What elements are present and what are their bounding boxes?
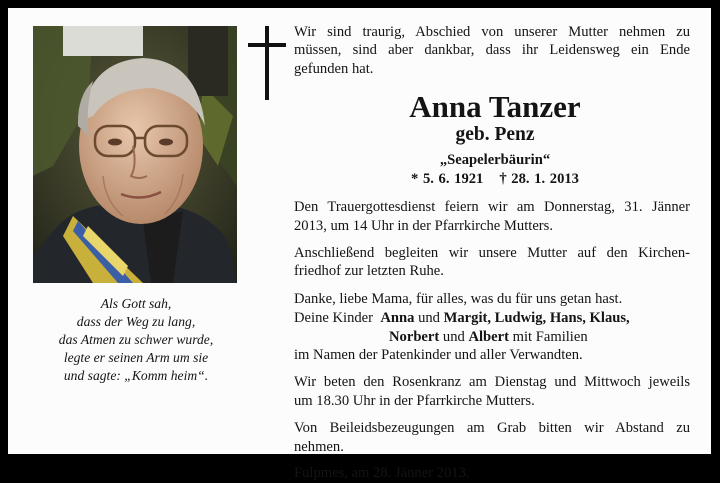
poem-line: dass der Weg zu lang, [76,314,196,329]
burial-line: friedhof zur letzten Ruhe. [294,263,444,280]
life-dates [300,170,690,188]
child-name: Norbert [389,328,440,345]
condolence-paragraph [294,419,690,456]
poem-line: und sagte: „Komm heim“. [63,368,209,383]
thanks-line: Danke, liebe Mama, für alles, was du für uns getan hast. [294,290,623,307]
condolence-line: nehmen. [294,438,344,455]
cross-icon [248,26,286,100]
poem [26,295,246,385]
child-name: Albert [468,328,509,345]
obituary-text [294,23,690,483]
children-conjunction: und [442,328,465,345]
child-name: Anna [380,310,415,327]
intro-line: gefunden hat. [294,60,374,77]
rosary-line: Wir beten den Rosenkranz am Dienstag und Mittwoch jeweils [294,374,690,391]
rosary-line: um 18.30 Uhr in der Pfarrkirche Mutters. [294,392,535,409]
children-line [294,328,690,346]
intro-paragraph [294,23,690,78]
deceased-name: Anna Tanzer [409,89,581,125]
children-conjunction: und [418,310,440,327]
maiden-name: geb. Penz [455,124,535,146]
funeral-line: 2013, um 14 Uhr in der Pfarrkirche Mutters. [294,217,553,234]
condolence-line: Von Beileidsbezeugungen am Grab bitten wir Abstand zu [294,420,690,437]
poem-line: Als Gott sah, [100,296,172,311]
child-names: Margit, Ludwig, Hans, Klaus, [443,310,630,327]
children-line [294,309,690,327]
portrait-photo [33,26,237,283]
funeral-line: Den Trauergottesdienst feiern wir am Donnerstag, 31. Jänner [294,199,690,216]
intro-line: Wir sind traurig, Abschied von unserer Mutter nehmen zu [294,24,690,40]
birth-date: * 5. 6. 1921 [411,171,484,188]
death-date: † 28. 1. 2013 [499,171,579,188]
children-paragraph [294,309,690,364]
burial-paragraph [294,244,690,281]
poem-line: legte er seinen Arm um sie [63,350,209,365]
children-prefix: Deine Kinder [294,310,374,327]
nickname: „Seapelerbäurin“ [439,152,551,169]
poem-line: das Atmen zu schwer wurde, [58,332,214,347]
intro-line: müssen, sind aber dankbar, dass ihr Leidensweg ein Ende [294,42,690,59]
obituary-card [8,8,711,482]
children-line: im Namen der Patenkinder und aller Verwandten. [294,347,583,364]
rosary-paragraph [294,373,690,410]
burial-line: Anschließend begleiten wir unsere Mutter auf den Kirchen- [294,245,690,262]
children-families: mit Familien [512,328,588,345]
funeral-paragraph [294,198,690,235]
place-date: Fulpmes, am 28. Jänner 2013. [294,465,470,482]
thanks-paragraph [294,290,690,308]
portrait-image [33,26,237,283]
